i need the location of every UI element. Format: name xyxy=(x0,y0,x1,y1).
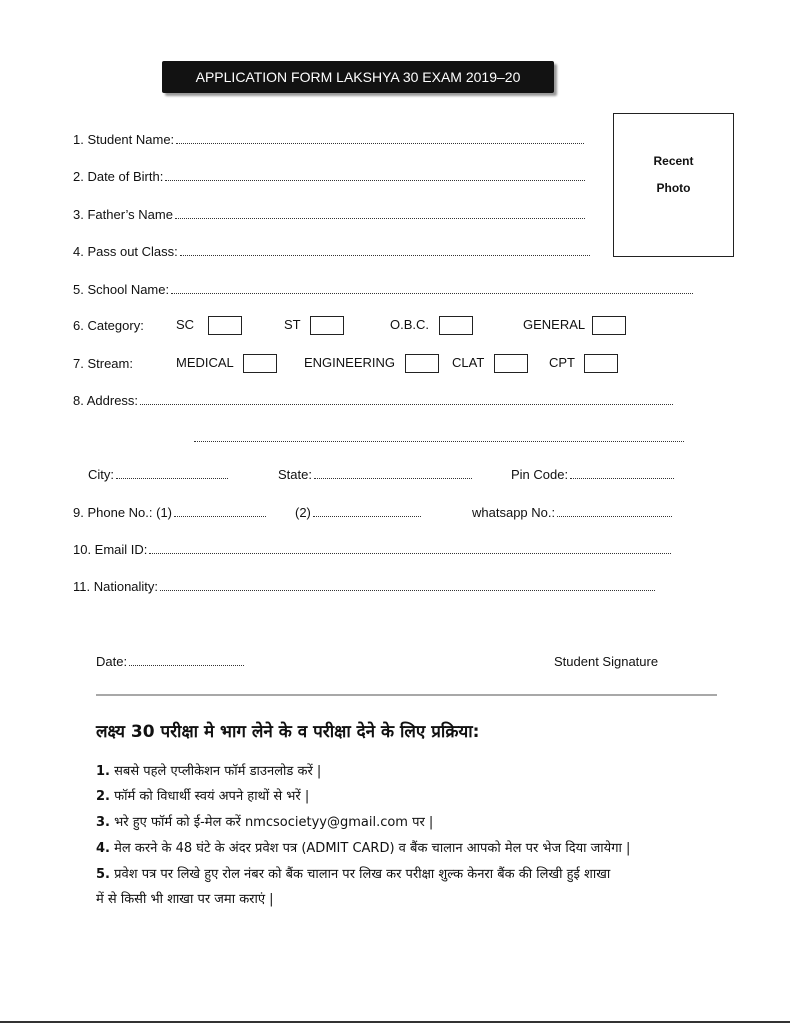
category-option-st[interactable] xyxy=(284,316,344,335)
category-sc-label: SC xyxy=(176,316,195,332)
pin-code-label: Pin Code: xyxy=(511,467,569,482)
photo-label-photo: Photo xyxy=(656,181,691,195)
student-name-field[interactable] xyxy=(73,132,584,147)
procedure-step xyxy=(96,786,309,804)
procedure-step xyxy=(96,864,610,882)
email-line[interactable] xyxy=(149,543,671,554)
date-line[interactable] xyxy=(129,655,244,666)
phone-1-line[interactable] xyxy=(174,506,266,517)
page-bottom-border xyxy=(0,1021,790,1023)
stream-cpt-label: CPT xyxy=(549,354,575,370)
category-st-label: ST xyxy=(284,316,301,332)
procedure-title: लक्ष्य 30 परीक्षा मे भाग लेने के व परीक्षा देने के लिए प्रक्रिया: xyxy=(96,722,480,742)
pass-out-class-label: 4. Pass out Class: xyxy=(73,244,178,259)
form-title: APPLICATION FORM LAKSHYA 30 EXAM 2019–20 xyxy=(162,61,554,93)
student-signature-label: Student Signature xyxy=(554,654,659,669)
student-name-line[interactable] xyxy=(176,133,584,144)
father-name-line[interactable] xyxy=(175,208,585,219)
email-label: 10. Email ID: xyxy=(73,542,148,557)
procedure-step xyxy=(96,761,321,779)
photo-label-recent: Recent xyxy=(653,154,694,168)
phone-field-2[interactable] xyxy=(295,505,421,520)
category-st-checkbox[interactable] xyxy=(310,316,344,335)
category-label: 6. Category: xyxy=(73,318,144,333)
step-number: 4. xyxy=(96,841,110,856)
section-divider xyxy=(96,694,717,696)
phone-2-line[interactable] xyxy=(313,506,421,517)
whatsapp-label: whatsapp No.: xyxy=(472,505,556,520)
state-label: State: xyxy=(278,467,312,482)
category-general-label: GENERAL xyxy=(523,316,585,332)
nationality-field[interactable] xyxy=(73,579,655,594)
step-number: 1. xyxy=(96,764,110,779)
step-text: सबसे पहले एप्लीकेशन फॉर्म डाउनलोड करें | xyxy=(114,764,322,779)
pass-out-class-line[interactable] xyxy=(180,245,590,256)
dob-field[interactable] xyxy=(73,169,585,184)
category-general-checkbox[interactable] xyxy=(592,316,626,335)
step-number: 3. xyxy=(96,815,110,830)
student-name-label: 1. Student Name: xyxy=(73,132,175,147)
stream-medical-label: MEDICAL xyxy=(176,354,234,370)
whatsapp-field[interactable] xyxy=(472,505,672,520)
city-label: City: xyxy=(88,467,114,482)
category-option-general[interactable] xyxy=(523,316,626,335)
state-line[interactable] xyxy=(314,468,472,479)
phone-field-1[interactable] xyxy=(73,505,266,520)
city-line[interactable] xyxy=(116,468,228,479)
city-field[interactable] xyxy=(88,467,228,482)
step-text: फॉर्म को विधार्थी स्वयं अपने हाथों से भरें | xyxy=(114,789,310,804)
stream-label: 7. Stream: xyxy=(73,356,133,371)
email-field[interactable] xyxy=(73,542,671,557)
address-label: 8. Address: xyxy=(73,393,139,408)
stream-option-clat[interactable] xyxy=(452,354,528,373)
phone-label: 9. Phone No.: xyxy=(73,505,153,520)
father-name-field[interactable] xyxy=(73,207,585,222)
father-name-label: 3. Father’s Name xyxy=(73,207,173,222)
school-name-label: 5. School Name: xyxy=(73,282,170,297)
stream-engineering-label: ENGINEERING xyxy=(304,354,396,370)
date-field[interactable] xyxy=(96,654,244,669)
step-number: 5. xyxy=(96,867,110,882)
phone-1-label: (1) xyxy=(156,505,173,520)
state-field[interactable] xyxy=(278,467,472,482)
category-obc-label: O.B.C. xyxy=(390,316,430,332)
stream-option-medical[interactable] xyxy=(176,354,277,373)
nationality-line[interactable] xyxy=(160,580,655,591)
date-label: Date: xyxy=(96,654,128,669)
stream-engineering-checkbox[interactable] xyxy=(405,354,439,373)
nationality-label: 11. Nationality: xyxy=(73,579,159,594)
dob-line[interactable] xyxy=(165,170,585,181)
step-number: 2. xyxy=(96,789,110,804)
stream-option-engineering[interactable] xyxy=(304,354,439,373)
stream-clat-checkbox[interactable] xyxy=(494,354,528,373)
procedure-step xyxy=(96,812,433,830)
photo-box xyxy=(613,113,734,257)
school-name-line[interactable] xyxy=(171,283,693,294)
category-option-sc[interactable] xyxy=(176,316,242,335)
step-text: मेल करने के 48 घंटे के अंदर प्रवेश पत्र (ADMIT CARD) व बैंक चालान आपको मेल पर भेज दिया जायेगा | xyxy=(114,841,631,856)
pin-code-line[interactable] xyxy=(570,468,674,479)
pass-out-class-field[interactable] xyxy=(73,244,590,259)
school-name-field[interactable] xyxy=(73,282,693,297)
step-text: भरे हुए फॉर्म को ई-मेल करें nmcsocietyy@gmail.com पर | xyxy=(114,815,434,830)
stream-medical-checkbox[interactable] xyxy=(243,354,277,373)
category-obc-checkbox[interactable] xyxy=(439,316,473,335)
whatsapp-line[interactable] xyxy=(557,506,672,517)
stream-option-cpt[interactable] xyxy=(549,354,618,373)
address-field[interactable] xyxy=(73,393,673,408)
category-option-obc[interactable] xyxy=(390,316,473,335)
address-line-2[interactable] xyxy=(194,431,684,442)
procedure-step xyxy=(96,838,630,856)
step-text: प्रवेश पत्र पर लिखे हुए रोल नंबर को बैंक चालान पर लिख कर परीक्षा शुल्क केनरा बैंक की लिखी हुई शाखा xyxy=(114,867,611,882)
pin-code-field[interactable] xyxy=(511,467,674,482)
dob-label: 2. Date of Birth: xyxy=(73,169,164,184)
procedure-step-continued xyxy=(96,889,274,907)
category-sc-checkbox[interactable] xyxy=(208,316,242,335)
stream-cpt-checkbox[interactable] xyxy=(584,354,618,373)
address-line-1[interactable] xyxy=(140,394,673,405)
step-text: में से किसी भी शाखा पर जमा कराएं | xyxy=(96,892,274,907)
address-line-2-field[interactable] xyxy=(192,430,684,445)
phone-2-label: (2) xyxy=(295,505,311,520)
stream-clat-label: CLAT xyxy=(452,354,485,370)
